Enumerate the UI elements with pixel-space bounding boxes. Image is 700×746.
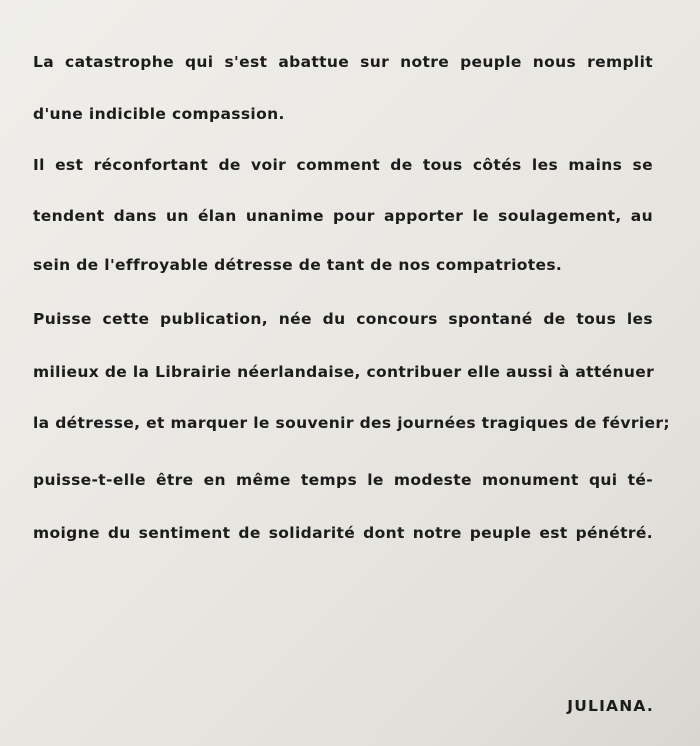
text-line: La catastrophe qui s'est abattue sur notre peuple nous remplit: [33, 53, 653, 71]
text-line: puisse-t-elle être en même temps le modeste monument qui té-: [33, 471, 653, 489]
text-line: milieux de la Librairie néerlandaise, contribuer elle aussi à atténuer: [33, 363, 655, 381]
text-line: tendent dans un élan unanime pour apporter le soulagement, au: [33, 207, 653, 225]
text-line: Il est réconfortant de voir comment de tous côtés les mains se: [33, 156, 653, 174]
text-line: la détresse, et marquer le souvenir des journées tragiques de février;: [33, 414, 670, 432]
signature: JULIANA.: [567, 697, 654, 715]
text-line: sein de l'effroyable détresse de tant de nos compatriotes.: [33, 256, 563, 274]
text-line: d'une indicible compassion.: [33, 105, 285, 123]
text-line: Puisse cette publication, née du concours spontané de tous les: [33, 310, 653, 328]
text-line: moigne du sentiment de solidarité dont notre peuple est pénétré.: [33, 524, 653, 542]
